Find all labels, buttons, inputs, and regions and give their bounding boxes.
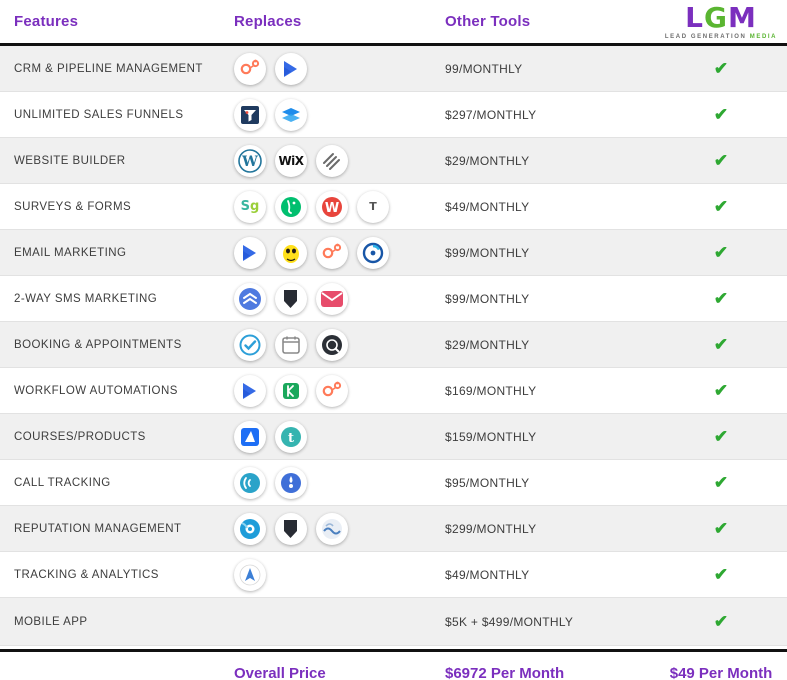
other-tools-price: $29/MONTHLY	[445, 337, 530, 352]
wufoo-icon	[316, 191, 348, 223]
other-tools-price: $99/MONTHLY	[445, 291, 530, 306]
svg-text:W: W	[242, 153, 258, 170]
hubspot-icon	[316, 375, 348, 407]
table-footer	[0, 649, 787, 680]
other-tools-price: $99/MONTHLY	[445, 245, 530, 260]
other-tools-price: $5K + $499/MONTHLY	[445, 614, 574, 629]
mailchimp-icon	[275, 237, 307, 269]
replaces-icons	[232, 375, 445, 407]
lgm-logo	[655, 0, 787, 40]
other-tools-price: $159/MONTHLY	[445, 429, 537, 444]
lgm-check-icon: ✔	[713, 196, 729, 216]
replaces-icons	[232, 99, 445, 131]
feature-name: TRACKING & ANALYTICS	[14, 568, 159, 581]
wix-icon: WiX	[275, 145, 307, 177]
callfire-icon	[275, 467, 307, 499]
lgm-check-icon: ✔	[713, 288, 729, 308]
leadpages-icon	[275, 99, 307, 131]
constantcontact-icon	[357, 237, 389, 269]
other-tools-price: $297/MONTHLY	[445, 107, 537, 122]
feature-name: REPUTATION MANAGEMENT	[14, 522, 182, 535]
hubspot-icon	[316, 237, 348, 269]
replaces-icons	[232, 191, 445, 223]
other-tools-price: $49/MONTHLY	[445, 199, 530, 214]
keap-icon	[275, 375, 307, 407]
footer-lgm-total: $49 Per Month	[669, 665, 773, 680]
feature-name: WORKFLOW AUTOMATIONS	[14, 384, 178, 397]
feature-name: SURVEYS & FORMS	[14, 200, 132, 213]
table-row	[0, 138, 787, 184]
teachable-icon	[275, 421, 307, 453]
feature-name: EMAIL MARKETING	[14, 246, 127, 259]
replaces-icons	[232, 513, 445, 545]
other-tools-price: $95/MONTHLY	[445, 475, 530, 490]
table-row	[0, 506, 787, 552]
table-row	[0, 92, 787, 138]
lgm-logo-tagline-right: MEDIA	[749, 33, 778, 40]
acuity-icon	[234, 329, 266, 361]
replaces-icons	[232, 559, 445, 591]
lgm-check-icon: ✔	[713, 518, 729, 538]
svg-text:t: t	[287, 430, 295, 446]
lgm-logo-letter-g: G	[703, 0, 728, 34]
podium-icon	[275, 283, 307, 315]
table-row	[0, 46, 787, 92]
svg-text:W: W	[324, 200, 340, 216]
table-row	[0, 322, 787, 368]
lgm-check-icon: ✔	[713, 472, 729, 492]
lgm-check-icon: ✔	[713, 150, 729, 170]
header-features-label: Features	[14, 12, 79, 30]
lgm-check-icon: ✔	[713, 564, 729, 584]
footer-other-tools-total: $6972 Per Month	[445, 665, 565, 680]
reviewwave-icon	[316, 513, 348, 545]
header-other-tools-label: Other Tools	[445, 12, 531, 30]
feature-name: CRM & PIPELINE MANAGEMENT	[14, 62, 203, 75]
table-row	[0, 276, 787, 322]
table-body	[0, 46, 787, 646]
hubspot-icon	[234, 53, 266, 85]
replaces-icons	[232, 329, 445, 361]
activecampaign-icon	[275, 53, 307, 85]
header-replaces-label: Replaces	[234, 12, 302, 30]
lgm-logo-tagline	[665, 34, 777, 40]
feature-name: WEBSITE BUILDER	[14, 154, 126, 167]
kajabi-icon	[234, 421, 266, 453]
lgm-check-icon: ✔	[713, 380, 729, 400]
clickfunnels-icon	[234, 99, 266, 131]
google-analytics-icon	[234, 559, 266, 591]
lgm-check-icon: ✔	[713, 104, 729, 124]
lgm-check-icon: ✔	[713, 426, 729, 446]
lgm-logo-wordmark	[685, 0, 757, 34]
other-tools-price: $299/MONTHLY	[445, 521, 537, 536]
replaces-icons	[232, 421, 445, 453]
replaces-icons	[232, 283, 445, 315]
feature-name: BOOKING & APPOINTMENTS	[14, 338, 182, 351]
footer-overall-price-label: Overall Price	[234, 665, 326, 680]
squarespace-icon	[316, 145, 348, 177]
table-row	[0, 230, 787, 276]
table-header	[0, 0, 787, 46]
lgm-logo-letter-m: M	[727, 0, 757, 34]
header-other-tools-cell	[445, 13, 655, 31]
calendly-icon	[275, 329, 307, 361]
lgm-logo-tagline-left: LEAD GENERATION	[664, 33, 747, 40]
table-row	[0, 184, 787, 230]
podium-icon	[275, 513, 307, 545]
wordpress-icon	[234, 145, 266, 177]
birdeye-icon	[234, 513, 266, 545]
replaces-icons	[232, 237, 445, 269]
lgm-check-icon: ✔	[713, 334, 729, 354]
feature-name: COURSES/PRODUCTS	[14, 430, 146, 443]
feature-name: 2-WAY SMS MARKETING	[14, 292, 158, 305]
replaces-icons	[232, 145, 445, 177]
textmagic-icon	[316, 283, 348, 315]
header-logo-cell	[655, 0, 787, 40]
other-tools-price: $49/MONTHLY	[445, 567, 530, 582]
table-row	[0, 368, 787, 414]
other-tools-price: $169/MONTHLY	[445, 383, 537, 398]
header-features-cell	[0, 13, 232, 31]
lgm-check-icon: ✔	[713, 611, 729, 631]
header-replaces-cell	[232, 13, 445, 31]
surveymonkey-icon	[275, 191, 307, 223]
surveygizmo-icon: Sg	[234, 191, 266, 223]
table-row	[0, 414, 787, 460]
feature-name: UNLIMITED SALES FUNNELS	[14, 108, 184, 121]
table-row	[0, 552, 787, 598]
table-row	[0, 460, 787, 506]
typeform-icon: T	[357, 191, 389, 223]
salesmsg-icon	[234, 283, 266, 315]
other-tools-price: 99/MONTHLY	[445, 61, 523, 76]
table-row	[0, 598, 787, 646]
activecampaign-icon	[234, 237, 266, 269]
lgm-logo-letter-l: L	[685, 0, 704, 34]
callrail-icon	[234, 467, 266, 499]
feature-name: MOBILE APP	[14, 615, 88, 628]
replaces-icons	[232, 53, 445, 85]
other-tools-price: $29/MONTHLY	[445, 153, 530, 168]
replaces-icons	[232, 467, 445, 499]
activecampaign-icon	[234, 375, 266, 407]
lgm-check-icon: ✔	[713, 242, 729, 262]
feature-name: CALL TRACKING	[14, 476, 111, 489]
scheduleonce-icon	[316, 329, 348, 361]
lgm-check-icon: ✔	[713, 58, 729, 78]
